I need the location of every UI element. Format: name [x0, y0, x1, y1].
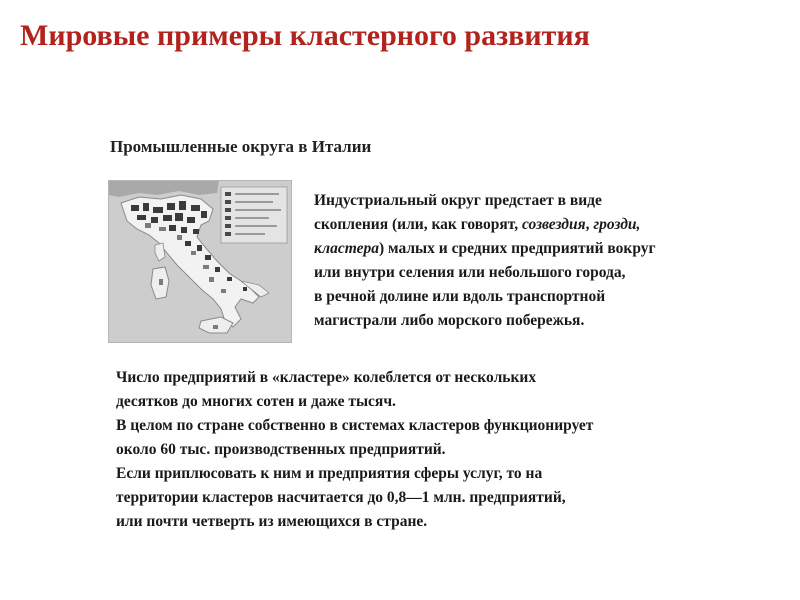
italy-map-icon [108, 180, 292, 343]
slide-subtitle: Промышленные округа в Италии [110, 137, 372, 156]
definition-line-6: магистрали либо морского побережья. [314, 312, 585, 329]
cluster-facts-text [116, 366, 776, 534]
district-definition-text [314, 189, 774, 333]
facts-line: В целом по стране собственно в системах кластеров функционирует [116, 417, 594, 434]
definition-line-2 [314, 213, 774, 237]
definition-line-3-rest: ) малых и средних предприятий вокруг [378, 240, 656, 257]
facts-line: около 60 тыс. производственных предприятий. [116, 441, 446, 458]
definition-separator: , [585, 216, 594, 233]
definition-term-constellation: созвездия [521, 216, 586, 233]
facts-line: Число предприятий в «кластере» колеблется от нескольких [116, 369, 537, 386]
definition-term-cluster: кластера [314, 240, 379, 257]
definition-line-3 [314, 237, 774, 261]
facts-line: территории кластеров насчитается до 0,8—1 млн. предприятий, [116, 489, 566, 506]
definition-line-5: в речной долине или вдоль транспортной [314, 288, 606, 305]
definition-line-4: или внутри селения или небольшого города, [314, 264, 626, 281]
slide-title: Мировые примеры кластерного развития [20, 19, 590, 52]
definition-term-cluster-bunch: грозди, [593, 216, 641, 233]
definition-line-2-start: скопления (или, как говорят, [314, 216, 522, 233]
definition-line-1: Индустриальный округ предстает в виде [314, 192, 602, 209]
facts-line: или почти четверть из имеющихся в стране. [116, 513, 428, 530]
facts-line: десятков до многих сотен и даже тысяч. [116, 393, 396, 410]
facts-line: Если приплюсовать к ним и предприятия сферы услуг, то на [116, 465, 543, 482]
